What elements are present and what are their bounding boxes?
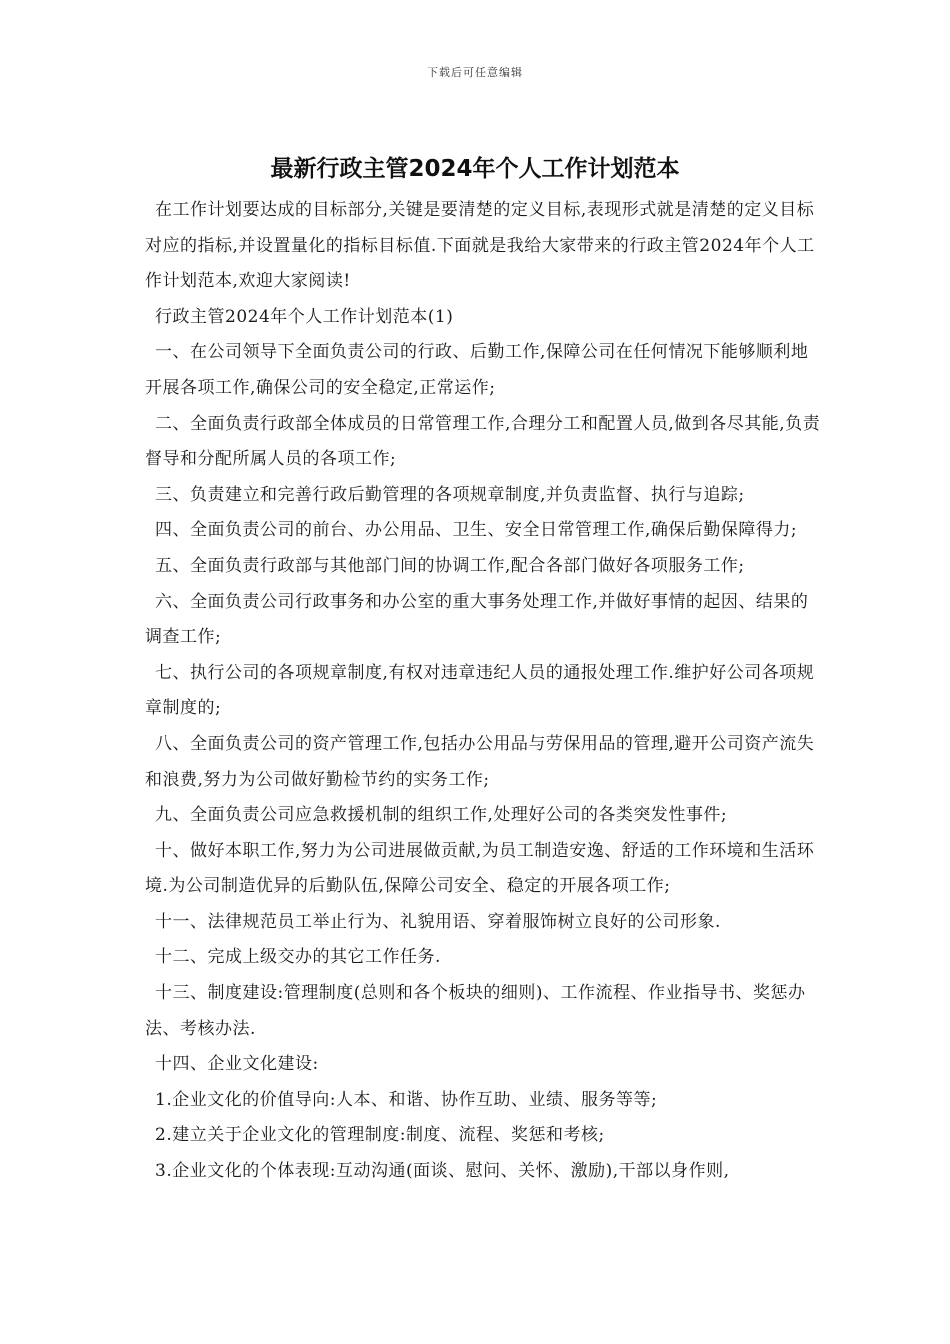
list-item: 八、全面负责公司的资产管理工作,包括办公用品与劳保用品的管理,避开公司资产流失和浪费,努力为公司做好勤检节约的实务工作; (145, 733, 815, 790)
list-item: 五、全面负责行政部与其他部门间的协调工作,配合各部门做好各项服务工作; (155, 555, 745, 576)
section-heading: 行政主管2024年个人工作计划范本(1) (155, 306, 454, 327)
sub-list-item: 3.企业文化的个体表现:互动沟通(面谈、慰问、关怀、激励),干部以身作则, (155, 1161, 730, 1182)
list-item: 十、做好本职工作,努力为公司进展做贡献,为员工制造安逸、舒适的工作环境和生活环境.为公司制造优异的后勤队伍,保障公司安全、稳定的开展各项工作; (145, 840, 815, 897)
list-item: 十三、制度建设:管理制度(总则和各个板块的细则)、工作流程、作业指导书、奖惩办法、考核办法. (145, 983, 806, 1039)
header-note: 下载后可任意编辑 (427, 66, 523, 79)
intro-paragraph: 在工作计划要达成的目标部分,关键是要清楚的定义目标,表现形式就是清楚的定义目标对应的指标,并设置量化的指标目标值.下面就是我给大家带来的行政主管2024年个人工作计划范本,欢迎大家阅读! (145, 200, 815, 292)
list-item: 十四、企业文化建设: (155, 1054, 319, 1075)
list-item: 九、全面负责公司应急救援机制的组织工作,处理好公司的各类突发性事件; (155, 805, 728, 826)
list-item: 一、在公司领导下全面负责公司的行政、后勤工作,保障公司在任何情况下能够顺利地开展各项工作,确保公司的安全稳定,正常运作; (145, 342, 809, 398)
list-item: 十一、法律规范员工举止行为、礼貌用语、穿着服饰树立良好的公司形象. (155, 911, 721, 932)
list-item: 六、全面负责公司行政事务和办公室的重大事务处理工作,并做好事情的起因、结果的调查工作; (145, 591, 809, 648)
list-item: 三、负责建立和完善行政后勤管理的各项规章制度,并负责监督、执行与追踪; (155, 484, 745, 505)
list-item: 二、全面负责行政部全体成员的日常管理工作,合理分工和配置人员,做到各尽其能,负责督导和分配所属人员的各项工作; (145, 413, 821, 470)
sub-list-item: 1.企业文化的价值导向:人本、和谐、协作互助、业绩、服务等等; (155, 1089, 658, 1110)
document-body (145, 193, 825, 1190)
sub-list-item: 2.建立关于企业文化的管理制度:制度、流程、奖惩和考核; (155, 1125, 605, 1146)
list-item: 四、全面负责公司的前台、办公用品、卫生、安全日常管理工作,确保后勤保障得力; (155, 520, 798, 541)
list-item: 十二、完成上级交办的其它工作任务. (155, 947, 441, 968)
document-title: 最新行政主管2024年个人工作计划范本 (270, 156, 680, 182)
list-item: 七、执行公司的各项规章制度,有权对违章违纪人员的通报处理工作.维护好公司各项规章制度的; (145, 662, 815, 719)
